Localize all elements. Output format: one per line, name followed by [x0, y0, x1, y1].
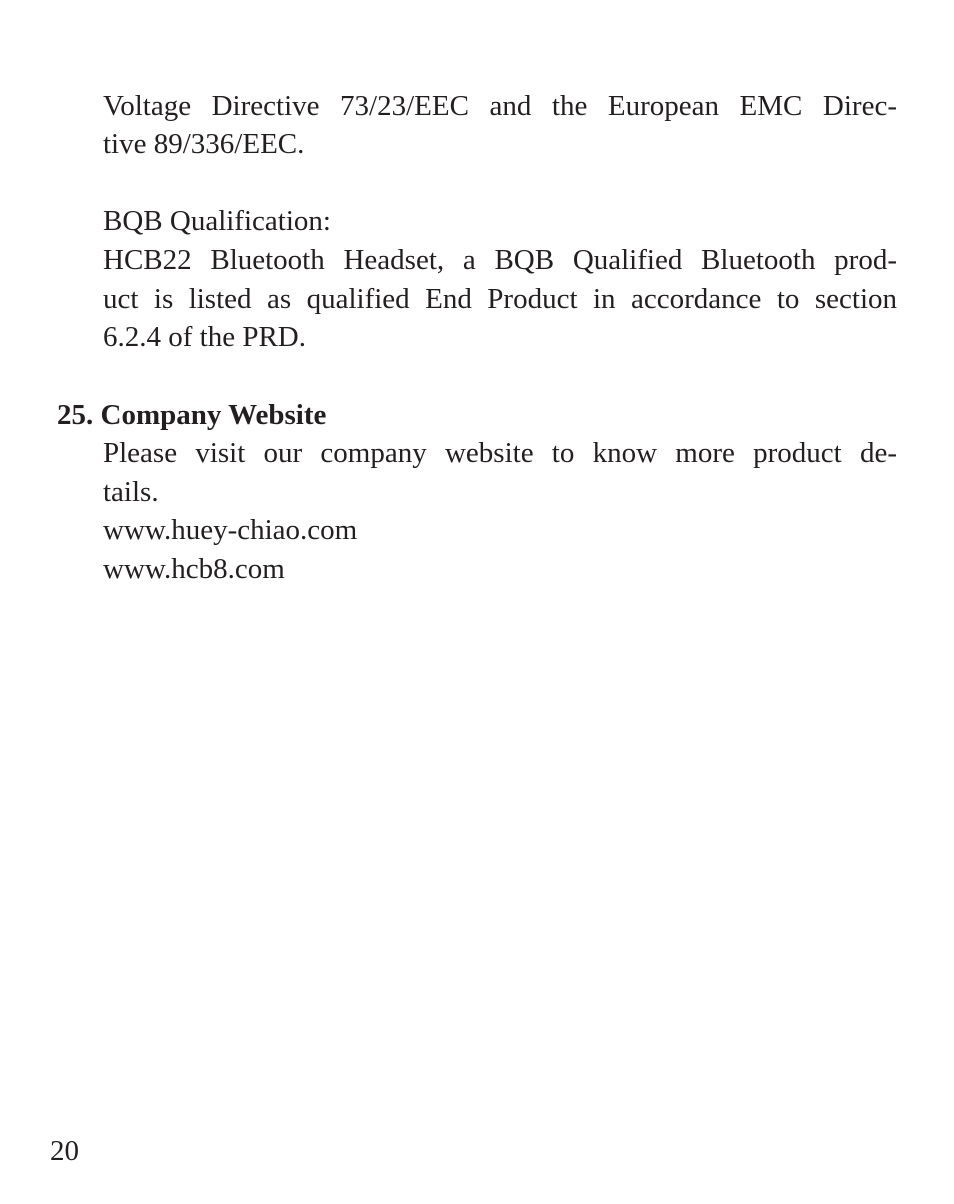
website-link-huey-chiao[interactable]: www.huey-chiao.com	[103, 514, 358, 546]
paragraph-line: HCB22 Bluetooth Headset, a BQB Qualified Bluetooth prod-	[103, 244, 897, 276]
paragraph-line: Voltage Directive 73/23/EEC and the European EMC Direc-	[103, 90, 897, 122]
paragraph-line: Please visit our company website to know more product de-	[103, 437, 897, 469]
page-number: 20	[50, 1135, 79, 1167]
website-link-hcb8[interactable]: www.hcb8.com	[103, 553, 285, 585]
bqb-title: BQB Qualification:	[103, 205, 331, 237]
paragraph-line: tails.	[103, 476, 159, 508]
section-heading: 25. Company Website	[57, 399, 327, 431]
paragraph-line: uct is listed as qualified End Product in accordance to section	[103, 283, 897, 315]
paragraph-line: tive 89/336/EEC.	[103, 128, 305, 160]
paragraph-line: 6.2.4 of the PRD.	[103, 321, 306, 353]
